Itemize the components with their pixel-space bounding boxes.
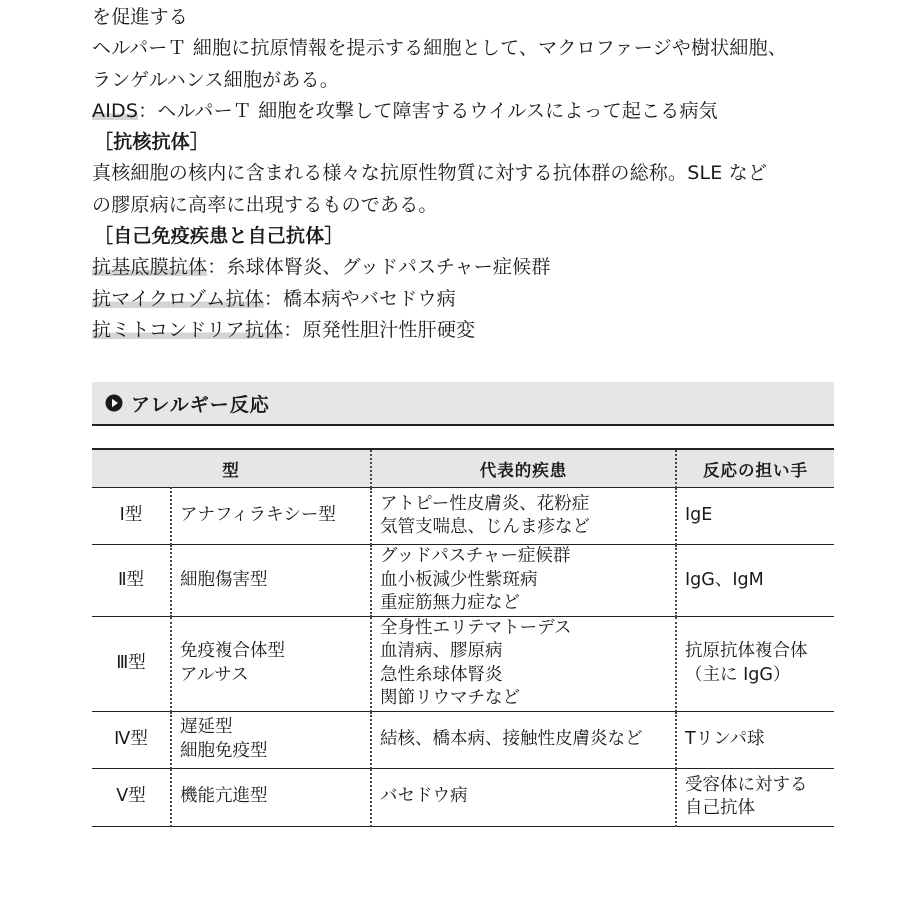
cell-mediator-line: 抗原抗体複合体 [685,641,808,661]
cell-mediator-line: 自己抗体 [685,798,755,818]
autoimmune-heading: ［自己免疫疾患と自己抗体］ [94,225,344,248]
autoantibody-name: 抗マイクロゾム抗体 [92,287,264,310]
cell-reaction-name-line: アルサス [180,664,249,685]
cell-reaction-name-line: 遅延型 [180,717,233,737]
autoantibody-name: 抗ミトコンドリア抗体 [92,318,284,341]
cell-diseases [371,616,676,711]
cell-mediator [676,711,834,768]
antinuclear-line: 真核細胞の核内に含まれる様々な抗原性物質に対する抗体群の総称。SLE など [92,162,768,185]
cell-diseases-line: バセドウ病 [380,786,468,807]
cell-reaction-name-line: 免疫複合体型 [180,641,285,661]
table-row [92,545,834,617]
cell-diseases-line: 血清病、膠原病 [380,641,503,661]
cell-diseases-line: 気管支喘息、じんま疹など [380,517,590,537]
cell-diseases [371,768,676,826]
cell-diseases-line: 血小板減少性紫斑病 [380,569,538,590]
antinuclear-heading: ［抗核抗体］ [94,131,210,154]
table-row [92,768,834,826]
table-header-row [92,449,834,488]
aids-term: AIDS [92,99,139,122]
allergy-table [92,448,834,827]
section-title: アレルギー反応 [131,393,270,416]
cell-reaction-name [171,616,371,711]
cell-mediator-line: Tリンパ球 [685,728,765,749]
cell-diseases-line: 全身性エリテマトーデス [380,617,572,638]
cell-mediator [676,768,834,826]
autoantibody-item [92,284,852,315]
table-row [92,711,834,768]
aids-description: ：ヘルパーＴ 細胞を攻撃して障害するウイルスによって起こる病気 [138,99,718,122]
cell-reaction-name-line: 機能亢進型 [180,786,268,807]
cell-type: Ⅳ型 [92,711,171,768]
cell-reaction-name-line: アナフィラキシー型 [180,505,336,526]
cell-reaction-name-line: 細胞免疫型 [180,740,268,761]
body-text [92,2,852,346]
play-circle-icon [105,394,123,412]
cell-reaction-name-line: 細胞傷害型 [180,569,268,590]
autoantibody-item [92,252,852,283]
section-header [92,382,834,426]
table-row [92,488,834,545]
header-disease: 代表的疾患 [371,449,676,488]
cell-mediator-line: IgE [685,505,713,526]
autoantibody-disease: ：糸球体腎炎、グッドパスチャー症候群 [207,256,551,279]
cell-mediator-line: （主に IgG） [685,664,791,685]
table-row [92,616,834,711]
autoantibody-name: 抗基底膜抗体 [92,256,208,279]
cell-diseases [371,488,676,545]
cell-mediator [676,488,834,545]
cell-mediator [676,545,834,617]
cell-type: Ⅰ型 [92,488,171,545]
cell-diseases-line: 重症筋無力症など [380,593,520,613]
aids-line [92,96,852,127]
cell-mediator-line: IgG、IgM [685,569,764,590]
autoantibody-item [92,315,852,346]
cell-mediator [676,616,834,711]
cell-diseases-line: 関節リウマチなど [380,688,520,708]
cell-reaction-name [171,488,371,545]
cell-diseases [371,711,676,768]
intro-line: ヘルパーＴ 細胞に抗原情報を提示する細胞として、マクロファージや樹状細胞、 [92,37,787,60]
header-mediator: 反応の担い手 [676,449,834,488]
cell-diseases-line: グッドパスチャー症候群 [380,546,571,566]
autoantibody-disease: ：橋本病やバセドウ病 [263,287,456,310]
cell-diseases-line: 急性糸球体腎炎 [380,664,503,685]
intro-line: を促進する [92,6,189,28]
cell-diseases-line: 結核、橋本病、接触性皮膚炎など [380,728,643,749]
cell-reaction-name [171,711,371,768]
cell-diseases-line: アトピー性皮膚炎、花粉症 [380,493,590,514]
cell-reaction-name [171,545,371,617]
cell-reaction-name [171,768,371,826]
autoantibody-disease: ：原発性胆汁性肝硬変 [283,318,476,341]
cell-type: Ⅴ型 [92,768,171,826]
cell-diseases [371,545,676,617]
cell-type: Ⅱ型 [92,545,171,617]
antinuclear-line: の膠原病に高率に出現するものである。 [92,193,438,216]
cell-type: Ⅲ型 [92,616,171,711]
header-type: 型 [92,449,371,488]
cell-mediator-line: 受容体に対する [685,774,808,795]
intro-line: ランゲルハンス細胞がある。 [92,68,339,91]
